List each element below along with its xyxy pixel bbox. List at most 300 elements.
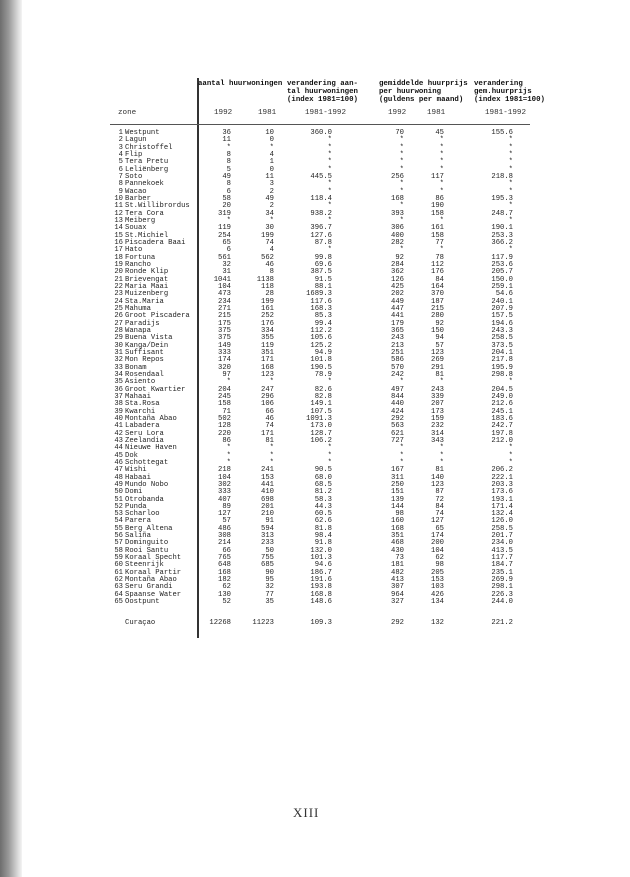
count-index: 44.3 [314,502,332,511]
count-1992: 502 [218,414,231,423]
rent-1992: 202 [391,290,404,299]
count-index: 132.0 [310,546,332,555]
zone-name: Pannekoek [125,180,164,189]
rent-index: 240.1 [491,297,513,306]
zone-name: Leliënberg [125,165,169,174]
zone-number: 59 [114,554,123,563]
rent-1981: 343 [431,436,444,445]
count-1981: * [269,216,274,225]
count-1981: 30 [265,224,274,233]
zone-name: Mahaai [125,392,151,401]
header-count-change: verandering aan- tal huurwoningen (index 1981=100) [287,80,358,104]
zone-name: Koraal Specht [125,554,182,563]
count-index: * [327,216,332,225]
zone-number: 55 [114,524,123,533]
rent-1981: 78 [435,253,444,262]
rent-index: 206.2 [491,466,513,475]
count-1981: 171 [261,356,274,365]
rent-1981: * [439,444,444,453]
count-index: 101.8 [310,356,332,365]
count-1981: 77 [265,590,274,599]
count-index: 82.6 [314,385,332,394]
count-1992: 66 [222,546,231,555]
zone-number: 32 [114,356,123,365]
count-index: 99.4 [314,319,332,328]
zone-number: 42 [114,429,123,438]
count-index: * [327,202,332,211]
zone-name: Piscadera Baai [125,238,186,247]
zone-name: Dominguito [125,539,169,548]
rent-1981: 72 [435,495,444,504]
count-index: 94.9 [314,348,332,357]
count-1992: 308 [218,532,231,541]
count-index: 387.5 [310,268,332,277]
count-index: 186.7 [310,568,332,577]
count-1981: 74 [265,238,274,247]
rent-index: * [508,187,513,196]
count-index: 85.3 [314,312,332,321]
rent-1981: 74 [435,510,444,519]
count-1981: 81 [265,436,274,445]
count-1992: 62 [222,583,231,592]
zone-number: 58 [114,546,123,555]
count-1981: 50 [265,546,274,555]
rent-1981: 81 [435,466,444,475]
rent-1992: 497 [391,385,404,394]
header-1981-count: 1981 [258,109,277,117]
count-1992: 204 [218,385,231,394]
zone-name: Parera [125,517,151,526]
rent-1981: 159 [431,414,444,423]
zone-name: Paradijs [125,319,160,328]
rent-1992: * [399,143,404,152]
zone-number: 65 [114,598,123,607]
rent-1992: * [399,150,404,159]
count-index: 193.8 [310,583,332,592]
count-1981: 410 [261,488,274,497]
header-range-count: 1981-1992 [305,109,347,117]
count-1981: 562 [261,253,274,262]
zone-name: Domi [125,488,143,497]
rent-1981: 98 [435,561,444,570]
rent-index: 207.9 [491,304,513,313]
zone-number: 7 [118,172,123,181]
count-index: 60.5 [314,510,332,519]
rent-index: * [508,180,513,189]
rent-1992: 393 [391,209,404,218]
count-index: * [327,246,332,255]
rent-1992: 586 [391,356,404,365]
count-1992: * [226,458,231,467]
count-1992: 220 [218,429,231,438]
count-1992: 215 [218,312,231,321]
rent-1992: 570 [391,363,404,372]
count-index: 191.6 [310,576,332,585]
table-row [0,372,630,379]
zone-name: Kanga/Dein [125,341,169,350]
header-count: aantal huurwoningen [198,80,283,88]
zone-number: 45 [114,451,123,460]
rent-1992: 242 [391,370,404,379]
zone-name: Labadera [125,422,160,431]
rent-1981: 77 [435,238,444,247]
count-index: 90.5 [314,466,332,475]
count-index: 118.4 [310,194,332,203]
rent-index: * [508,158,513,167]
zone-number: 39 [114,407,123,416]
rent-1981: 86 [435,194,444,203]
count-index: 78.9 [314,370,332,379]
count-1992: 86 [222,436,231,445]
rent-1992: 292 [391,414,404,423]
count-index: 82.8 [314,392,332,401]
header-1992-rent: 1992 [388,109,407,117]
count-index: 190.5 [310,363,332,372]
count-1981: 46 [265,260,274,269]
zone-number: 53 [114,510,123,519]
total-row [0,620,630,627]
zone-number: 54 [114,517,123,526]
table-row [0,174,630,181]
zone-number: 9 [118,187,123,196]
rent-1992: 449 [391,297,404,306]
count-1992: 333 [218,348,231,357]
count-index: * [327,136,332,145]
count-index: 101.3 [310,554,332,563]
rent-1981: 164 [431,282,444,291]
rent-1992: 365 [391,326,404,335]
rent-1981: 87 [435,488,444,497]
count-index: * [327,158,332,167]
count-1992: 175 [218,319,231,328]
count-1981: 334 [261,326,274,335]
zone-number: 27 [114,319,123,328]
count-1981: * [269,378,274,387]
rent-1981: * [439,150,444,159]
rent-index: 244.0 [491,598,513,607]
rent-index: 258.5 [491,334,513,343]
rent-index: * [508,216,513,225]
rent-1981: 94 [435,334,444,343]
count-index: 99.8 [314,253,332,262]
zone-number: 47 [114,466,123,475]
zone-number: 25 [114,304,123,313]
count-1981: 176 [261,319,274,328]
count-1981: 755 [261,554,274,563]
count-1992: 245 [218,392,231,401]
rent-1992: 282 [391,238,404,247]
count-1992: 119 [218,224,231,233]
count-1981: * [269,444,274,453]
count-1992: 32 [222,260,231,269]
zone-name: Groot Piscadera [125,312,190,321]
zone-name: Schottegat [125,458,169,467]
rent-1992: 92 [395,253,404,262]
count-1992: 104 [218,282,231,291]
rent-1981: 150 [431,326,444,335]
rent-index: * [508,458,513,467]
rent-index: 298.8 [491,370,513,379]
zone-name: St.Willibrordus [125,202,190,211]
count-1981: 168 [261,363,274,372]
count-index: 168.8 [310,590,332,599]
header-1981-rent: 1981 [427,109,446,117]
rent-1992: 139 [391,495,404,504]
zone-name: Oostpunt [125,598,160,607]
count-index: 125.2 [310,341,332,350]
rent-1981: 92 [435,319,444,328]
zone-name: Mahuma [125,304,151,313]
rent-1992: 213 [391,341,404,350]
count-1981: 91 [265,517,274,526]
count-1981: 49 [265,194,274,203]
rent-1992: * [399,136,404,145]
rent-1981: 81 [435,370,444,379]
zone-name: Hato [125,246,143,255]
zone-number: 16 [114,238,123,247]
rent-1981: 176 [431,268,444,277]
count-1992: 182 [218,576,231,585]
rent-1992: * [399,187,404,196]
rent-1981: 314 [431,429,444,438]
rent-index: 126.0 [491,517,513,526]
zone-name: Dok [125,451,138,460]
rent-1992: 727 [391,436,404,445]
rent-1981: * [439,143,444,152]
count-1981: 74 [265,422,274,431]
zone-number: 2 [118,136,123,145]
rent-1981: 174 [431,532,444,541]
count-1992: 319 [218,209,231,218]
rent-index: 203.3 [491,480,513,489]
rent-index: * [508,451,513,460]
rent-1981: 243 [431,385,444,394]
zone-name: Steenrijk [125,561,164,570]
rent-1992: 181 [391,561,404,570]
table-row [0,211,630,218]
count-1981: 171 [261,429,274,438]
rent-1981: 173 [431,407,444,416]
rent-index: 171.4 [491,502,513,511]
count-1981: 351 [261,348,274,357]
rent-index: 366.2 [491,238,513,247]
zone-name: Wanapa [125,326,151,335]
rent-index: * [508,444,513,453]
count-index: * [327,180,332,189]
table-row [0,196,630,203]
count-1981: 210 [261,510,274,519]
count-1981: 1138 [256,275,274,284]
count-index: 148.6 [310,598,332,607]
count-1981: 153 [261,473,274,482]
rent-1992: 400 [391,231,404,240]
rent-index: 197.8 [491,429,513,438]
rent-1992: 292 [391,619,404,627]
count-1981: 119 [261,341,274,350]
count-index: * [327,165,332,174]
count-index: * [327,444,332,453]
count-1992: * [226,444,231,453]
count-1992: 65 [222,238,231,247]
rent-1992: * [399,158,404,167]
count-index: 107.5 [310,407,332,416]
count-1981: * [269,451,274,460]
header-zone: zone [118,109,137,117]
count-1981: 698 [261,495,274,504]
count-1992: 473 [218,290,231,299]
count-1981: 28 [265,290,274,299]
zone-number: 34 [114,370,123,379]
zone-name: Kwarchi [125,407,156,416]
rent-1992: 447 [391,304,404,313]
rent-index: 201.7 [491,532,513,541]
zone-number: 64 [114,590,123,599]
zone-number: 19 [114,260,123,269]
count-index: 1689.3 [306,290,332,299]
zone-name: Lagun [125,136,147,145]
count-1981: 685 [261,561,274,570]
rent-1981: 205 [431,568,444,577]
zone-number: 48 [114,473,123,482]
count-1981: 594 [261,524,274,533]
rent-1992: * [399,378,404,387]
rent-1992: 311 [391,473,404,482]
count-1981: 34 [265,209,274,218]
zone-name: Souax [125,224,147,233]
count-1981: 11 [265,172,274,181]
rent-index: 253.6 [491,260,513,269]
rent-1992: 441 [391,312,404,321]
count-1981: 4 [269,150,274,159]
count-index: 105.6 [310,334,332,343]
zone-number: 13 [114,216,123,225]
rent-index: 248.7 [491,209,513,218]
count-1992: 149 [218,341,231,350]
count-1992: 302 [218,480,231,489]
rent-1992: 413 [391,576,404,585]
count-1992: 8 [226,150,231,159]
count-index: * [327,143,332,152]
count-index: 81.2 [314,488,332,497]
zone-name: Wacao [125,187,147,196]
count-1992: 271 [218,304,231,313]
table-row [0,453,630,460]
count-1992: 8 [226,158,231,167]
zone-name: Meiberg [125,216,156,225]
count-1981: 1 [269,158,274,167]
count-1992: 375 [218,326,231,335]
zone-number: 46 [114,458,123,467]
rent-1992: 98 [395,510,404,519]
rent-1981: 104 [431,546,444,555]
rent-1981: 232 [431,422,444,431]
count-1992: 1041 [213,275,231,284]
rent-index: 117.9 [491,253,513,262]
rent-1992: * [399,202,404,211]
rent-index: * [508,150,513,159]
rent-index: 54.6 [495,290,513,299]
header-range-rent: 1981-1992 [485,109,527,117]
rent-index: 183.6 [491,414,513,423]
zone-number: 60 [114,561,123,570]
rent-index: 157.5 [491,312,513,321]
rent-1981: 158 [431,209,444,218]
rent-index: 221.2 [491,619,513,627]
rent-1992: * [399,458,404,467]
count-1992: 158 [218,400,231,409]
rent-index: 259.1 [491,282,513,291]
rent-1981: * [439,216,444,225]
rent-1981: * [439,165,444,174]
rent-1992: 251 [391,348,404,357]
zone-name: Zeelandia [125,436,164,445]
count-index: 128.7 [310,429,332,438]
count-1992: 218 [218,466,231,475]
count-index: 109.3 [310,619,332,627]
rent-1992: 621 [391,429,404,438]
count-1981: 90 [265,568,274,577]
count-1992: 648 [218,561,231,570]
zone-name: Tera Cora [125,209,164,218]
zone-name: Mon Repos [125,356,164,365]
rent-index: 269.9 [491,576,513,585]
count-1981: 8 [269,268,274,277]
zone-number: 15 [114,231,123,240]
zone-name: Bonam [125,363,147,372]
count-1992: 71 [222,407,231,416]
count-index: 68.5 [314,480,332,489]
rent-1981: 45 [435,129,444,137]
table-row [0,130,630,137]
rent-index: 193.1 [491,495,513,504]
header-rent-change: verandering gem.huurprijs (index 1981=100) [474,80,545,104]
rent-index: 217.8 [491,356,513,365]
count-1992: 168 [218,568,231,577]
count-index: 94.6 [314,561,332,570]
zone-name: Habaai [125,473,151,482]
zone-number: 4 [118,150,123,159]
zone-number: 50 [114,488,123,497]
count-1992: 31 [222,268,231,277]
rent-1981: * [439,180,444,189]
rent-1992: 168 [391,524,404,533]
zone-name: Westpunt [125,129,160,137]
zone-number: 52 [114,502,123,511]
zone-name: Barber [125,194,151,203]
zone-number: 61 [114,568,123,577]
count-index: 91.8 [314,539,332,548]
count-1981: 95 [265,576,274,585]
rent-1981: * [439,136,444,145]
rent-1992: 167 [391,466,404,475]
rent-1992: 424 [391,407,404,416]
count-index: * [327,451,332,460]
rent-index: 194.6 [491,319,513,328]
zone-number: 24 [114,297,123,306]
zone-name: Punda [125,502,147,511]
count-1992: 36 [222,129,231,137]
zone-number: 36 [114,385,123,394]
rent-1981: 134 [431,598,444,607]
count-index: 98.4 [314,532,332,541]
zone-name: Buena Vista [125,334,173,343]
zone-number: 29 [114,334,123,343]
rent-1981: 269 [431,356,444,365]
count-index: 69.6 [314,260,332,269]
rent-1992: 243 [391,334,404,343]
zone-name: St.Michiel [125,231,169,240]
count-index: 938.2 [310,209,332,218]
